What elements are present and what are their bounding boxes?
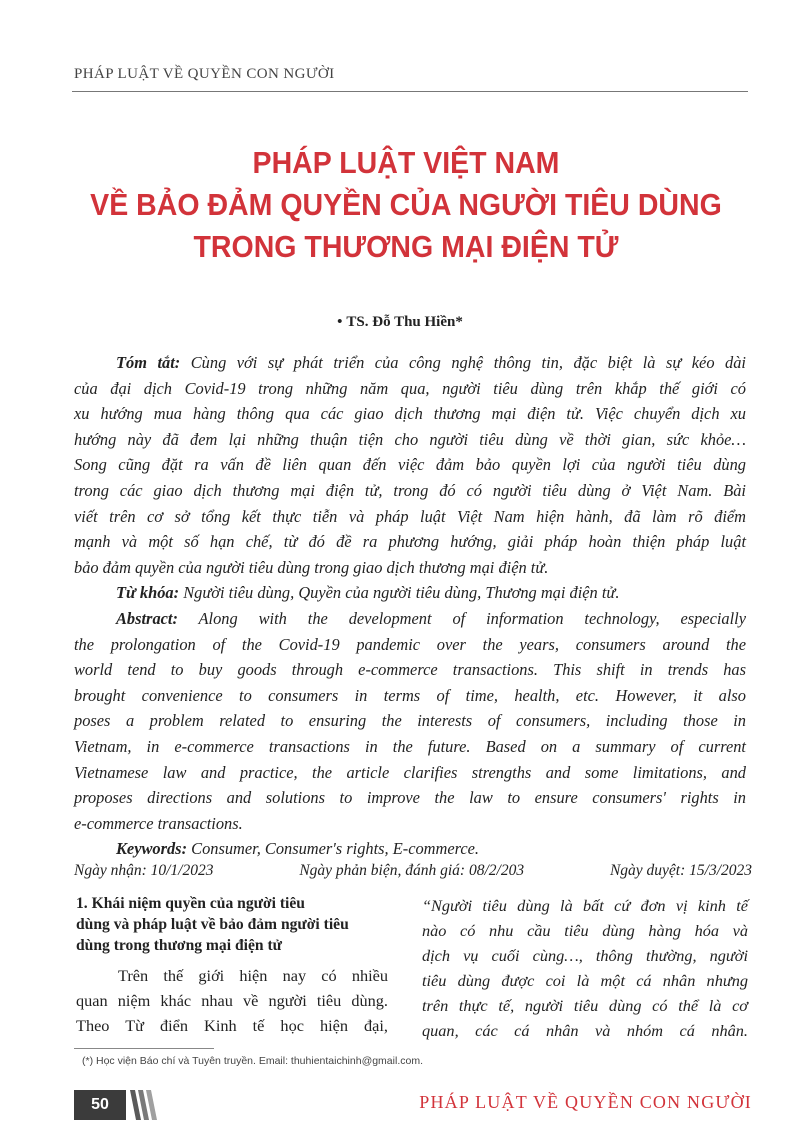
abstract-en-label: Abstract: xyxy=(116,609,178,628)
footer-running-title: PHÁP LUẬT VỀ QUYỀN CON NGƯỜI xyxy=(419,1092,752,1112)
body-line: Trên thế giới hiện nay có nhiều xyxy=(118,966,388,985)
abstract-line: Vietnam, in e-commerce transactions in the future. Based on a summary of current xyxy=(74,736,746,756)
quote-line: trên thực tế, người tiêu dùng có thể là cơ xyxy=(422,996,748,1015)
abstract-line: Abstract: Along with the development of information technology, especially xyxy=(116,609,746,628)
quote-line: quan, các cá nhân và nhóm cá nhân. xyxy=(422,1021,748,1040)
keywords-vietnamese: Từ khóa: Người tiêu dùng, Quyền của người tiêu dùng, Thương mại điện tử. xyxy=(116,583,620,603)
author-line xyxy=(0,314,800,331)
heading-line: 1. Khái niệm quyền của người tiêu xyxy=(76,895,305,912)
author-name: TS. Đỗ Thu Hiền* xyxy=(346,314,463,330)
title-line: VỀ BẢO ĐẢM QUYỀN CỦA NGƯỜI TIÊU DÙNG xyxy=(90,187,722,222)
abstract-line: trong các giao dịch thương mại điện tử, trong đó có người tiêu dùng ở Việt Nam. Bài xyxy=(74,480,746,500)
footnote-divider xyxy=(74,1048,214,1049)
quote-line: nào có nhu cầu tiêu dùng hàng hóa và xyxy=(422,921,748,940)
abstract-line: proposes directions and solutions to improve the law to ensure consumers' rights in xyxy=(74,788,746,808)
body-line: Theo Từ điển Kinh tế học hiện đại, xyxy=(76,1016,388,1035)
publication-dates xyxy=(74,862,752,880)
abstract-line: Vietnamese law and practice, the article clarifies strengths and some limitations, and xyxy=(74,762,746,782)
abstract-line: the prolongation of the Covid-19 pandemic over the years, consumers around the xyxy=(74,634,746,654)
keywords-vi-label: Từ khóa: xyxy=(116,583,180,603)
date-reviewed: Ngày phản biện, đánh giá: 08/2/203 xyxy=(299,862,525,879)
abstract-vi-label: Tóm tắt: xyxy=(116,353,181,372)
running-head: PHÁP LUẬT VỀ QUYỀN CON NGƯỜI xyxy=(74,66,335,82)
date-received: Ngày nhận: 10/1/2023 xyxy=(74,862,214,879)
abstract-line: của đại dịch Covid-19 trong những năm qua, người tiêu dùng trên khắp thế giới có xyxy=(74,378,746,398)
keywords-english: Keywords: Consumer, Consumer's rights, E-commerce. xyxy=(116,839,480,859)
abstract-line: mạnh và một số hạn chế, từ đó đề ra phương hướng, giải pháp hoàn thiện pháp luật xyxy=(74,532,746,552)
abstract-line: world tend to buy goods through e-commerce transactions. This shift in trends has xyxy=(74,660,746,680)
footnote: (*) Học viện Báo chí và Tuyên truyền. Email: thuhientaichinh@gmail.com. xyxy=(82,1055,423,1067)
abstract-line: Song cũng đặt ra vấn đề liên quan đến việc đảm bảo quyền lợi của người tiêu dùng xyxy=(74,455,746,475)
header-divider xyxy=(72,91,748,92)
keywords-en-label: Keywords: xyxy=(116,839,188,859)
abstract-line: e-commerce transactions. xyxy=(74,813,243,833)
right-column xyxy=(422,893,748,1043)
left-column xyxy=(76,893,388,1038)
quote-line: “Người tiêu dùng là bất cứ đơn vị kinh tế xyxy=(422,896,748,915)
page-number: 50 xyxy=(74,1090,126,1120)
article-title xyxy=(88,142,725,268)
abstract-line: poses a problem related to ensuring the interests of consumers, including those in xyxy=(74,711,746,731)
abstract-line: bảo đảm quyền của người tiêu dùng trong giao dịch thương mại điện tử. xyxy=(74,557,549,577)
heading-line: dùng trong thương mại điện tử xyxy=(76,937,283,954)
title-line: PHÁP LUẬT VIỆT NAM xyxy=(252,145,560,180)
body-line: quan niệm khác nhau về người tiêu dùng. xyxy=(76,991,388,1010)
section-heading xyxy=(76,893,388,956)
quote-line: dịch vụ cuối cùng…, thông thường, người xyxy=(422,946,748,965)
abstract-english xyxy=(74,606,746,862)
abstract-line: brought convenience to consumers in terms of time, health, etc. However, it also xyxy=(74,685,746,705)
abstract-line: viết trên cơ sở tổng kết thực tiễn và pháp luật Việt Nam hiện hành, đã làm rõ điểm xyxy=(74,506,746,526)
decorative-stripes xyxy=(128,1090,162,1120)
quote-line: tiêu dùng được coi là một cá nhân nhưng xyxy=(422,971,748,990)
abstract-line: xu hướng mua hàng thông qua các giao dịch thương mại điện tử. Việc chuyển dịch xu xyxy=(74,404,746,424)
date-approved: Ngày duyệt: 15/3/2023 xyxy=(609,862,752,879)
title-line: TRONG THƯƠNG MẠI ĐIỆN TỬ xyxy=(193,229,619,264)
heading-line: dùng và pháp luật về bảo đảm người tiêu xyxy=(76,916,349,933)
author-bullet: • xyxy=(337,314,343,330)
abstract-line: Tóm tắt: Cùng với sự phát triển của công nghệ thông tin, đặc biệt là sự kéo dài xyxy=(116,353,746,372)
section-body xyxy=(76,963,388,1038)
abstract-vietnamese xyxy=(74,350,746,606)
abstract-line: hướng này đã đem lại những thuận tiện cho người tiêu dùng về thời gian, sức khỏe… xyxy=(74,429,746,449)
